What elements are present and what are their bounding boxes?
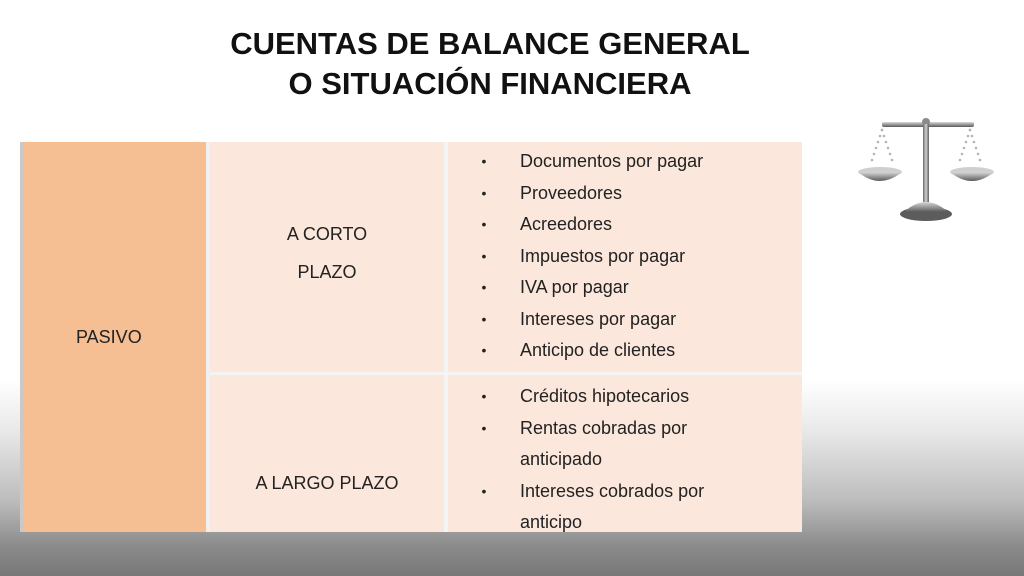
pasivo-table: [20, 142, 802, 532]
list-item: • IVA por pagar: [448, 272, 802, 304]
short-term-label-line-2: PLAZO: [297, 262, 357, 282]
list-item: • Proveedores: [448, 178, 802, 210]
bullet-icon: •: [481, 388, 487, 404]
title-line-1: CUENTAS DE BALANCE GENERAL: [230, 26, 750, 61]
title-line-2: O SITUACIÓN FINANCIERA: [288, 66, 692, 101]
short-term-label-line-1: A CORTO: [286, 224, 368, 244]
short-term-cell: [210, 142, 448, 375]
category-cell: [24, 142, 210, 532]
category-label: PASIVO: [76, 326, 142, 347]
list-item: • Documentos por pagar: [448, 146, 802, 178]
list-item: • Intereses por pagar: [448, 304, 802, 336]
short-term-list: [448, 142, 802, 375]
bullet-icon: •: [481, 184, 487, 201]
list-item: • Créditos hipotecarios: [448, 381, 802, 413]
balance-scale-icon: [852, 116, 1000, 224]
list-item: • Anticipo de clientes: [448, 335, 802, 367]
bullet-icon: •: [481, 216, 487, 232]
long-term-list: [448, 375, 802, 532]
bullet-icon: •: [481, 279, 487, 295]
bullet-icon: •: [481, 153, 487, 169]
bullet-icon: •: [481, 342, 487, 358]
long-term-label: A LARGO PLAZO: [255, 473, 399, 493]
slide-title: [0, 24, 980, 104]
list-item: • Acreedores: [448, 209, 802, 241]
bullet-icon: •: [481, 419, 487, 436]
bullet-icon: •: [481, 310, 487, 327]
bullet-icon: •: [481, 247, 487, 264]
list-item: • Intereses cobrados por anticipo: [448, 476, 802, 539]
bullet-icon: •: [481, 482, 487, 499]
long-term-cell: [210, 375, 448, 532]
list-item: • Rentas cobradas por anticipado: [448, 413, 802, 476]
list-item: • Impuestos por pagar: [448, 241, 802, 273]
